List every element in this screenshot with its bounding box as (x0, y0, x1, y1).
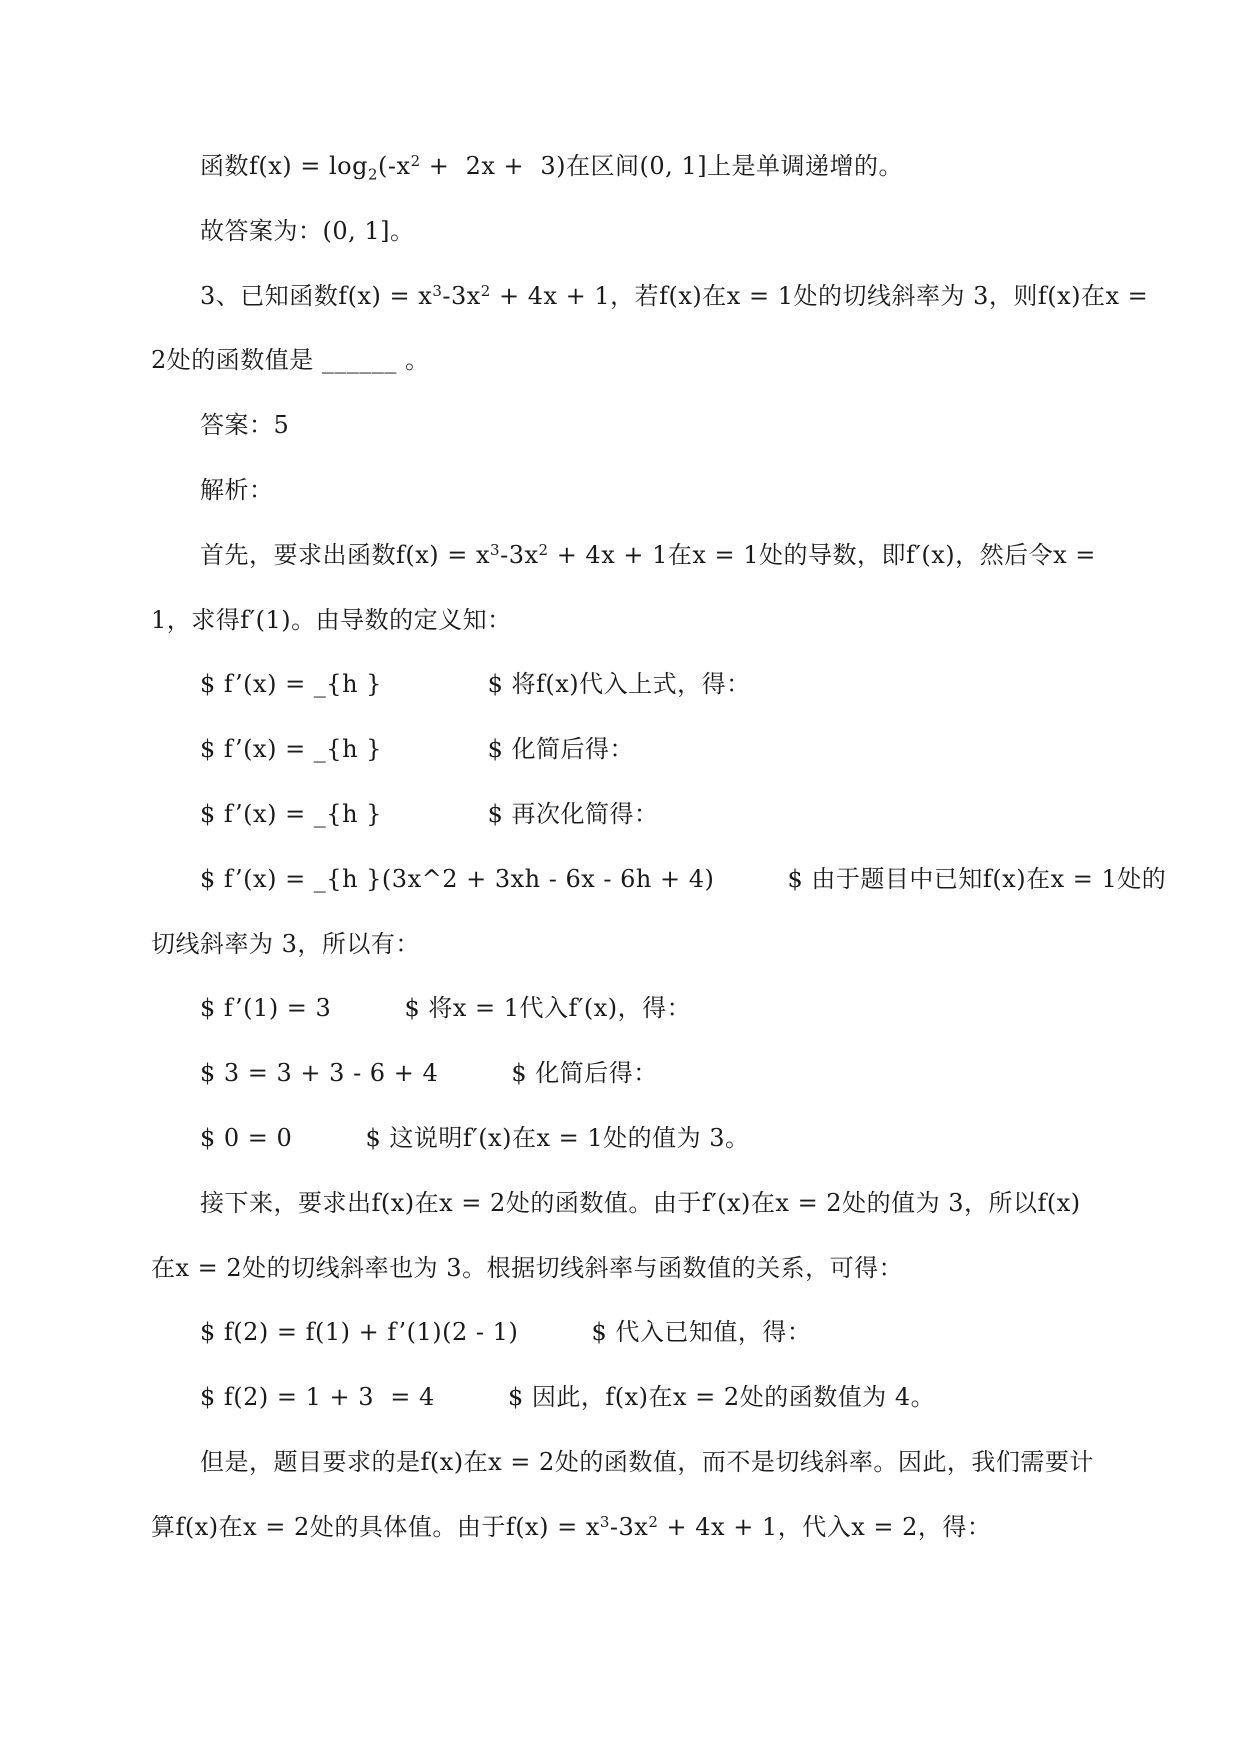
text-line: 在x = 2处的切线斜率也为 3。根据切线斜率与函数值的关系，可得： (151, 1254, 904, 1282)
text-line: $ f’(x) = _{h }(3x^2 + 3xh - 6x - 6h + 4) $ 由于题目中已知f(x)在x = 1处的 (200, 865, 1167, 893)
text-line: 解析： (200, 476, 274, 504)
text-line: $ 0 = 0 $ 这说明f′(x)在x = 1处的值为 3。 (200, 1124, 750, 1152)
text-line: $ f’(x) = _{h } $ 化简后得： (200, 735, 635, 763)
text-line: 算f(x)在x = 2处的具体值。由于$f(x) = x^3-3x^2 + 4x + 1$，代入x = 2，得： (151, 1512, 992, 1541)
text-line: 切线斜率为 3，所以有： (151, 930, 420, 958)
text-line: 故答案为：(0, 1]。 (200, 217, 415, 245)
text-line: $ f(2) = f(1) + f’(1)(2 - 1) $ 代入已知值，得： (200, 1318, 812, 1346)
text-line: 但是，题目要求的是f(x)在x = 2处的函数值，而不是切线斜率。因此，我们需要计 (200, 1448, 1094, 1476)
text-line: $ f(2) = 1 + 3 = 4 $ 因此，f(x)在x = 2处的函数值为 4。 (200, 1383, 936, 1411)
text-line: 首先，要求出函数$f(x) = x^3-3x^2 + 4x + 1$在x = 1处的导数，即f′(x)，然后令x = (200, 540, 1096, 569)
text-line: $ f’(1) = 3 $ 将x = 1代入f′(x)，得： (200, 994, 692, 1022)
text-line: 答案：5 (200, 411, 290, 439)
text-line: $ f’(x) = _{h } $ 将f(x)代入上式，得： (200, 670, 751, 698)
text-line: 3、已知函数$f(x) = x^3-3x^2 + 4x + 1$，若f(x)在x = 1处的切线斜率为 3，则f(x)在x = (200, 281, 1149, 310)
text-line: $ 3 = 3 + 3 - 6 + 4 $ 化简后得： (200, 1059, 658, 1087)
text-line: 接下来，要求出f(x)在x = 2处的函数值。由于f′(x)在x = 2处的值为 3，所以f(x) (200, 1189, 1081, 1217)
text-line: 1，求得f′(1)。由导数的定义知： (151, 606, 512, 634)
text-line: 2处的函数值是 ______ 。 (151, 346, 430, 374)
text-line: 函数$f(x) = \log_2(-x^2 + 2x + 3)$在区间(0, 1]上是单调递增的。 (200, 151, 904, 184)
text-line: $ f’(x) = _{h } $ 再次化简得： (200, 800, 659, 828)
